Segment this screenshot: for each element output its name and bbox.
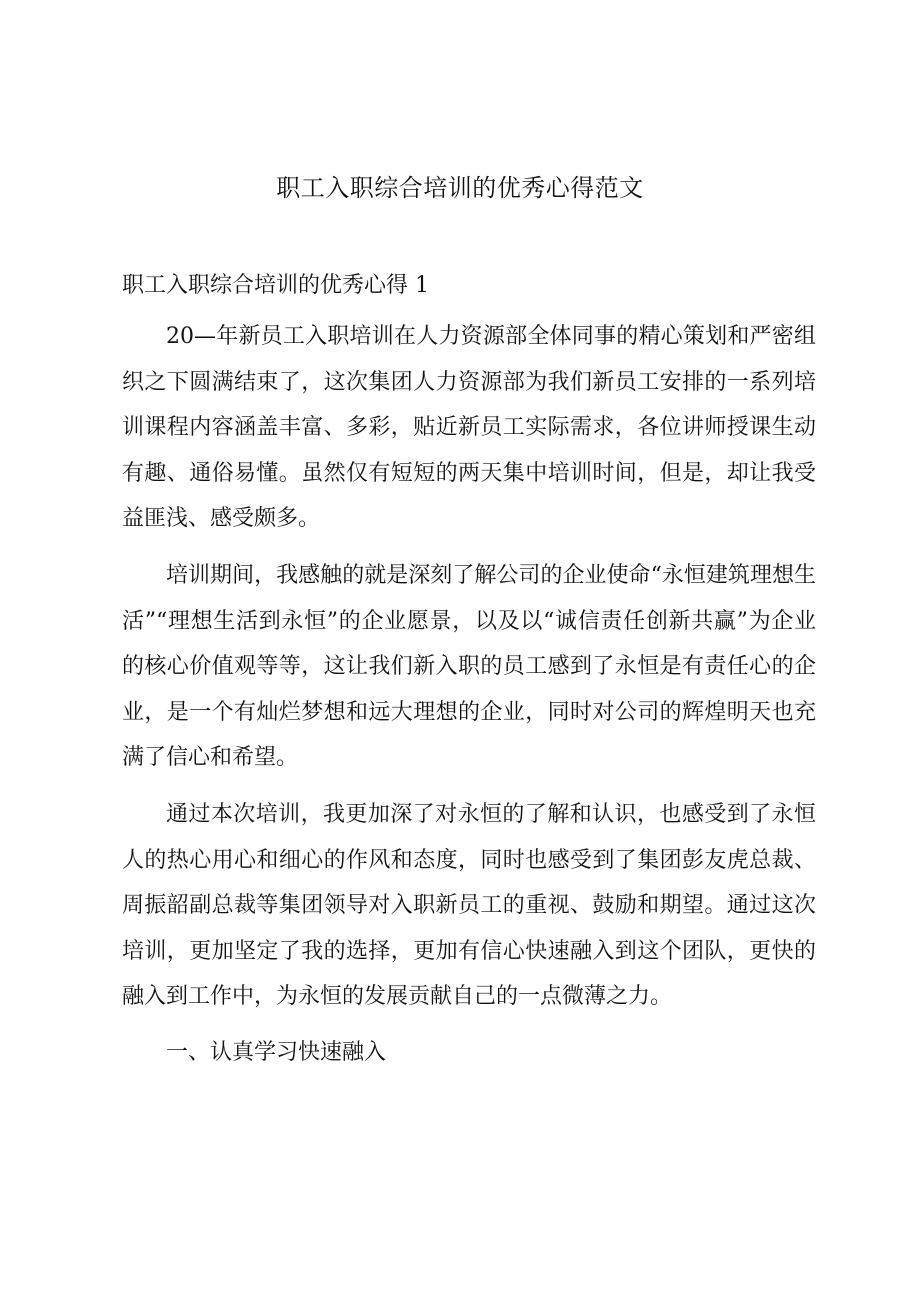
paragraph-2: 培训期间，我感触的就是深刻了解公司的企业使命“永恒建筑理想生活”“理想生活到永恒”的企业愿景，以及以“诚信责任创新共赢”为企业的核心价值观等等，这让我们新入职的员工感到了永恒是有责任心的企业，是一个有灿烂梦想和远大理想的企业，同时对公司的辉煌明天也充满了信心和希望。 bbox=[122, 563, 816, 770]
paragraph-3: 通过本次培训，我更加深了对永恒的了解和认识，也感受到了永恒人的热心用心和细心的作风和态度，同时也感受到了集团彭友虎总裁、周振韶副总裁等集团领导对入职新员工的重视、鼓励和期望。通过这次培训，更加坚定了我的选择，更加有信心快速融入到这个团队，更快的融入到工作中，为永恒的发展贡献自己的一点微薄之力。 bbox=[122, 802, 816, 1009]
document-title: 职工入职综合培训的优秀心得范文 bbox=[276, 174, 644, 202]
paragraph-1: 20—年新员工入职培训在人力资源部全体同事的精心策划和严密组织之下圆满结束了，这次集团人力资源部为我们新员工安排的一系列培训课程内容涵盖丰富、多彩，贴近新员工实际需求，各位讲师授课生动有趣、通俗易懂。虽然仅有短短的两天集中培训时间，但是，却让我受益匪浅、感受颇多。 bbox=[122, 324, 816, 531]
section-heading: 职工入职综合培训的优秀心得 1 bbox=[122, 273, 429, 298]
sub-heading: 一、认真学习快速融入 bbox=[166, 1040, 387, 1065]
